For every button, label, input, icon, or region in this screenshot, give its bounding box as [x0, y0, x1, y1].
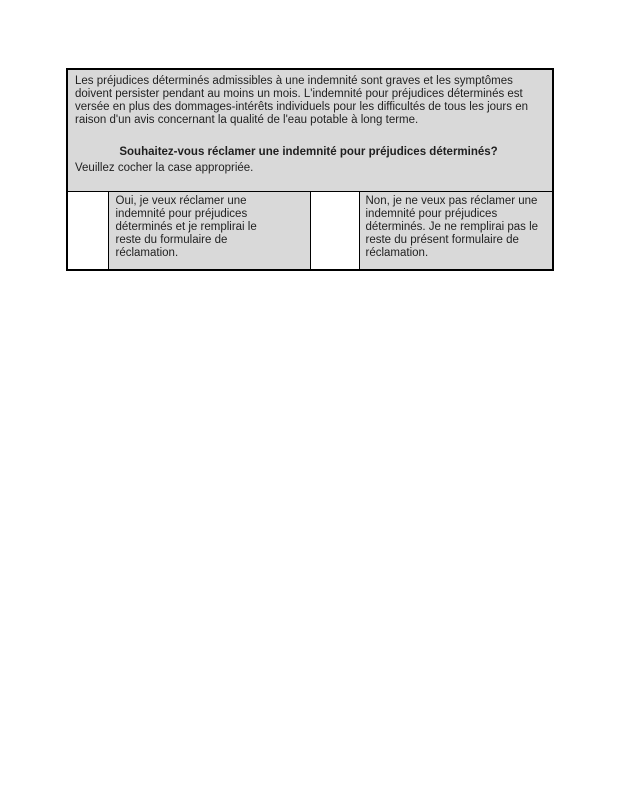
checkbox-no[interactable] [310, 192, 359, 271]
notice-cell [67, 69, 553, 192]
notice-row [67, 69, 553, 192]
options-row [67, 192, 553, 271]
notice-paragraph: Les préjudices déterminés admissibles à une indemnité sont graves et les symptômes doivent persister pendant au moins un mois. L'indemnité pour préjudices déterminés est versée en plus des dommages-intérêts individuels pour les difficultés de tous les jours en raison d'un avis concernant la qualité de l'eau potable à long terme. [75, 75, 529, 126]
claim-options-table [66, 68, 554, 271]
option-yes-label: Oui, je veux réclamer une indemnité pour préjudices déterminés et je remplirai le reste du formulaire de réclamation. [108, 192, 310, 271]
checkbox-yes[interactable] [67, 192, 108, 271]
checkbox-instruction: Veuillez cocher la case appropriée. [75, 162, 254, 174]
option-no-label: Non, je ne veux pas réclamer une indemnité pour préjudices déterminés. Je ne remplirai pas le reste du présent formulaire de réclamation. [359, 192, 553, 271]
claim-question: Souhaitez-vous réclamer une indemnité pour préjudices déterminés? [119, 146, 498, 158]
